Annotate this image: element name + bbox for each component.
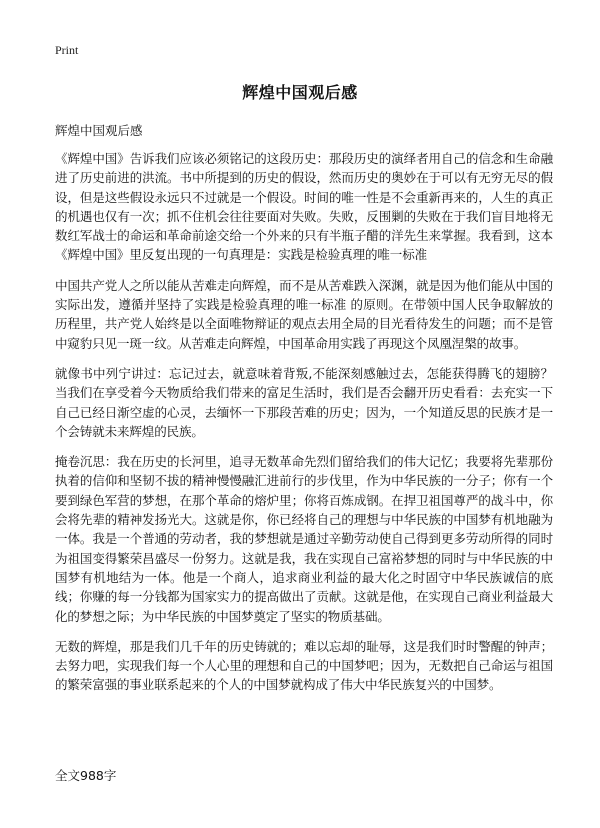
word-count: 全文988字 [55, 768, 117, 783]
paragraph-3: 就像书中列宁讲过：忘记过去，就意味着背叛,不能深刻感触过去，怎能获得腾飞的翅膀？当我们在享受着今天物质给我们带来的富足生活时，我们是否会翻开历史看看：去充实一下自己已经日渐空虚的心灵，去缅怀一下那段苦难的历史；因为，一个知道反思的民族才是一个会铸就未来辉煌的民族。 [55, 365, 553, 439]
article-body [55, 149, 553, 706]
paragraph-2: 中国共产党人之所以能从苦难走向辉煌，而不是从苦难跌入深渊，就是因为他们能从中国的实际出发，遵循并坚持了实践是检验真理的唯一标准 的原则。在带领中国人民争取解放的历程里，共产党人始终是以全面唯物辩证的观点去用全局的目光看待发生的问题；而不是管中窥豹只见一斑一纹。从苦难走向辉煌，中国革命用实践了再现这个凤凰涅槃的故事。 [55, 277, 553, 351]
article-subtitle: 辉煌中国观后感 [55, 123, 143, 138]
print-link[interactable]: Print [55, 43, 79, 57]
paragraph-1: 《辉煌中国》告诉我们应该必须铭记的这段历史：那段历史的演绎者用自己的信念和生命融进了历史前进的洪流。书中所提到的历史的假设，然而历史的奥妙在于可以有无穷无尽的假设，但是这些假设永远只不过就是一个假设。时间的唯一性是不会重新再来的，人生的真正的机遇也仅有一次；抓不住机会往往要面对失败。失败，反围剿的失败在于我们盲目地将无数红军战士的命运和革命前途交给一个外来的只有半瓶子醋的洋先生来掌握。我看到，这本《辉煌中国》里反复出现的一句真理是：实践是检验真理的唯一标准 [55, 151, 553, 263]
page-title: 辉煌中国观后感 [242, 83, 358, 102]
paragraph-5: 无数的辉煌，那是我们几千年的历史铸就的；难以忘却的耻辱，这是我们时时警醒的钟声；去努力吧，实现我们每一个人心里的理想和自己的中国梦吧；因为，无数把自己命运与祖国的繁荣富强的事业联系起来的个人的中国梦就构成了伟大中华民族复兴的中国梦。 [55, 638, 553, 693]
paragraph-4: 掩卷沉思：我在历史的长河里，追寻无数革命先烈们留给我们的伟大记忆；我要将先辈那份执着的信仰和坚韧不拔的精神慢慢融汇进前行的步伐里，作为中华民族的一分子；你有一个要到绿色军营的梦想，在那个革命的熔炉里；你将百炼成钢。在捍卫祖国尊严的战斗中，你会将先辈的精神发扬光大。这就是你，你已经将自己的理想与中华民族的中国梦有机地融为一体。我是一个普通的劳动者，我的梦想就是通过辛勤劳动使自己得到更多劳动所得的同时为祖国变得繁荣昌盛尽一份努力。这就是我，我在实现自己富裕梦想的同时与中华民族的中国梦有机地结为一体。他是一个商人，追求商业利益的最大化之时固守中华民族诚信的底线；你赚的每一分钱都为国家实力的提高做出了贡献。这就是他，在实现自己商业利益最大化的梦想之际；为中华民族的中国梦奠定了坚实的物质基础。 [55, 454, 553, 624]
